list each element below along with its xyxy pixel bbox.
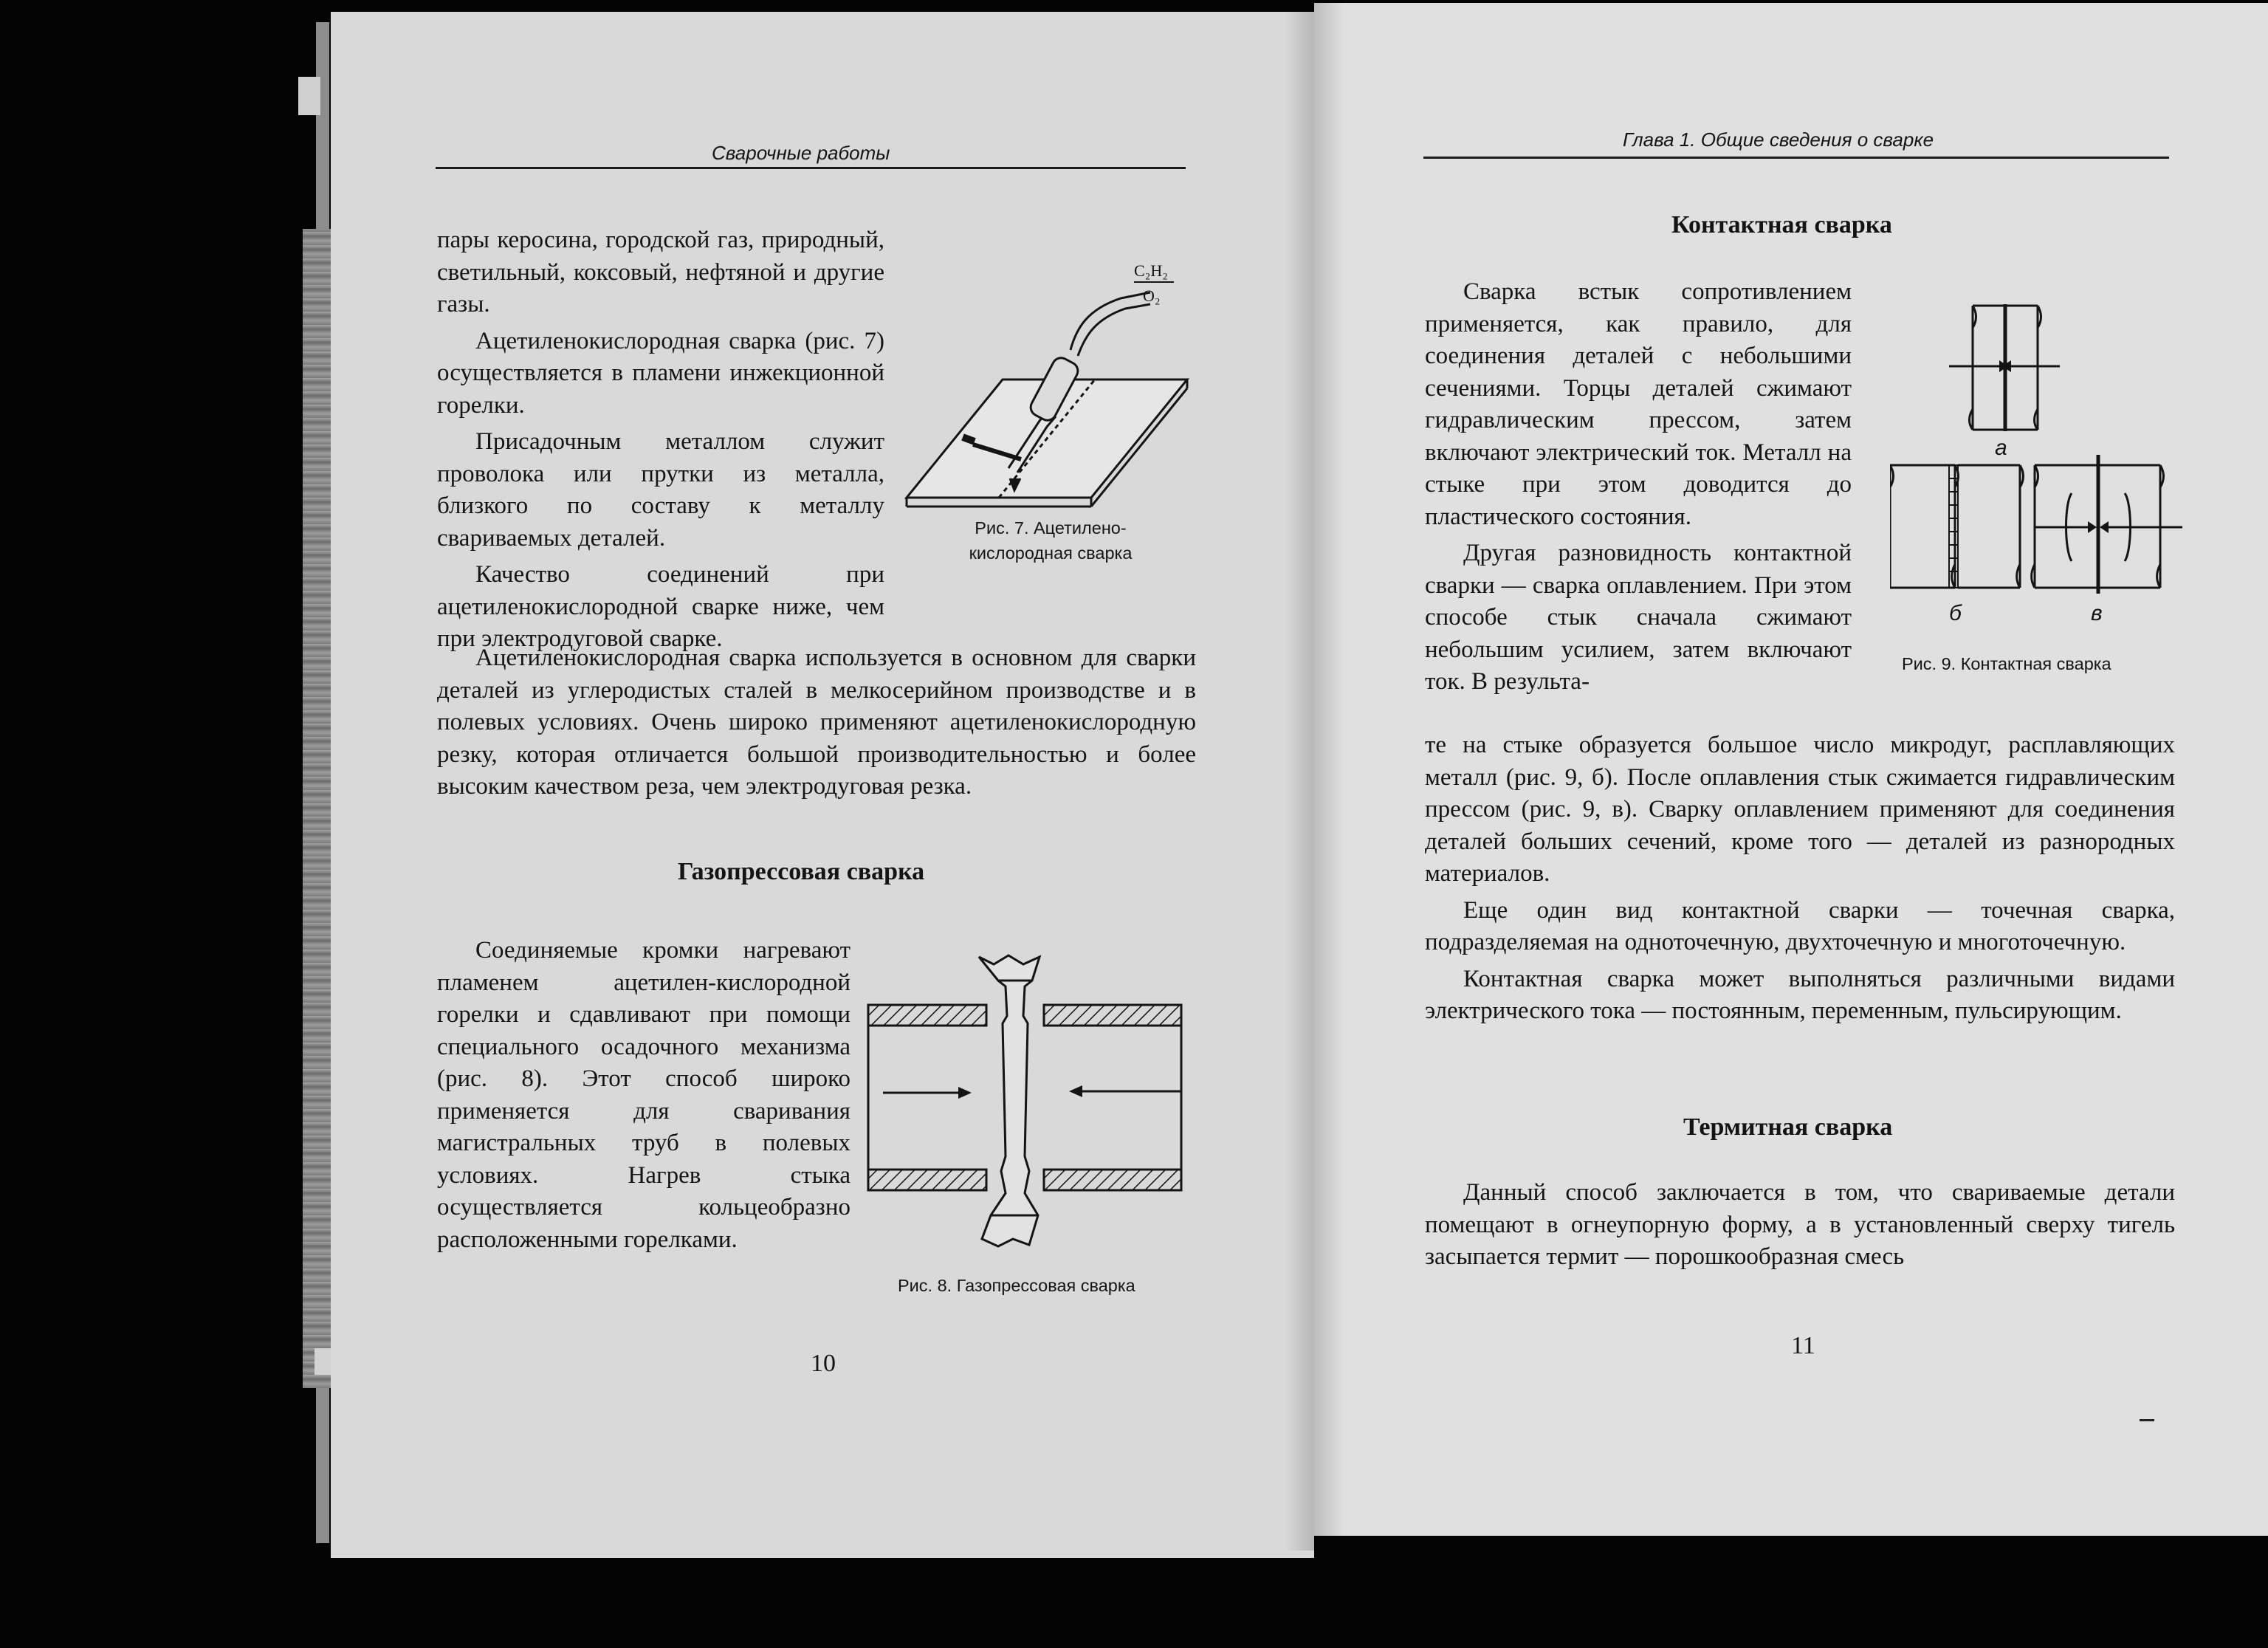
figure-8-caption: Рис. 8. Газопрессовая сварка: [898, 1276, 1135, 1295]
paragraph: Соединяемые кромки нагревают пламенем ацетилен-кислородной горелки и сдавливают при помощи специального осадочного механизма (рис. 8). Этот способ широко применяется для сваривания магистральных труб в полевых условиях. Нагрев стыка осуществляется кольцеобразно расположенными горелками.: [437, 937, 850, 1253]
paragraph: Данный способ заключается в том, что свариваемые детали помещают в огнеупорную форму, а в установленный сверху тигель засыпается термит — порошкообразная смесь: [1425, 1179, 2175, 1270]
figure-9-label-v: в: [2091, 601, 2103, 625]
figure-9-label-a: а: [1995, 436, 2007, 460]
running-head: Глава 1. Общие сведения о сварке: [1623, 128, 1934, 151]
contact-welding-illustration: [1890, 298, 2215, 631]
caption-line: Рис. 7. Ацетилено-: [975, 518, 1127, 538]
left-page: [331, 12, 1314, 1558]
running-head: Сварочные работы: [712, 142, 890, 164]
paragraph: те на стыке образуется большое число микродуг, расплавляющих металл (рис. 9, б). После оплавления стык сжимается гидравлическим прессом (рис. 9, в). Сварку оплавлением применяют для соединения деталей больших сечений, кроме того — деталей из разнородных материалов.: [1425, 732, 2175, 887]
gas-label-acetylene: C₂H₂: [1134, 261, 1168, 280]
figure-9-label-b: б: [1949, 601, 1962, 625]
figure-7-caption: [936, 515, 1165, 566]
cover-tab: [298, 77, 320, 115]
text-column-gaspress: [437, 935, 850, 1256]
gas-label-oxygen: O₂: [1143, 286, 1161, 305]
text-column-full: [437, 642, 1196, 803]
figure-9-caption: Рис. 9. Контактная сварка: [1902, 654, 2111, 673]
section-heading: Газопрессовая сварка: [678, 858, 925, 885]
page-number: 10: [811, 1350, 836, 1377]
paragraph: Контактная сварка может выполняться различными видами электрического тока — постоянным, переменным, пульсирующим.: [1425, 965, 2175, 1024]
book-gutter-shadow: [1285, 0, 1344, 1551]
paragraph: Присадочным металлом служит проволока или прутки из металла, близкого по составу к металлу свариваемых деталей.: [437, 428, 884, 552]
text-column-top: [437, 224, 884, 656]
text-column-full: [1425, 729, 2175, 1028]
right-page: [1314, 3, 2268, 1536]
acetylene-torch-illustration: [899, 247, 1195, 527]
paragraph: Другая разновидность контактной сварки — сварка оплавлением. При этом способе стык сначала сжимают небольшим усилием, затем включают ток. В результа-: [1425, 540, 1852, 695]
paragraph: Еще один вид контактной сварки — точечная сварка, подразделяемая на одноточечную, двухточечную и многоточечную.: [1425, 896, 2175, 955]
text-column-thermite: [1425, 1177, 2175, 1274]
section-heading: Контактная сварка: [1671, 211, 1892, 238]
text-column-contact: [1425, 276, 1852, 698]
figure-7: [899, 247, 1195, 527]
figure-8: [861, 935, 1186, 1260]
header-rule: [436, 167, 1186, 169]
header-rule: [1423, 157, 2169, 159]
section-heading: Термитная сварка: [1683, 1113, 1893, 1141]
paragraph: пары керосина, городской газ, природный, светильный, коксовый, нефтяной и другие газы.: [437, 227, 884, 317]
paragraph: Качество соединений при ацетиленокислородной сварке ниже, чем при электродуговой сварке.: [437, 561, 884, 652]
gas-press-welding-illustration: [861, 935, 1186, 1260]
page-number: 11: [1791, 1332, 1815, 1359]
paragraph: Сварка встык сопротивлением применяется, как правило, для соединения деталей с небольшими сечениями. Торцы деталей сжимают гидравлическим прессом, затем включают электрический ток. Металл на стыке при этом доводится до пластического состояния.: [1425, 278, 1852, 530]
paragraph: Ацетиленокислородная сварка используется в основном для сварки деталей из углеродистых сталей в мелкосерийном производстве и в полевых условиях. Очень широко применяют ацетиленокислородную резку, которая отличается большой производительностью и более высоким качеством реза, чем электродуговая резка.: [437, 645, 1196, 800]
caption-line: кислородная сварка: [969, 543, 1133, 563]
paragraph: Ацетиленокислородная сварка (рис. 7) осуществляется в пламени инжекционной горелки.: [437, 327, 884, 419]
figure-9: [1890, 298, 2215, 631]
margin-mark: [2140, 1419, 2154, 1421]
